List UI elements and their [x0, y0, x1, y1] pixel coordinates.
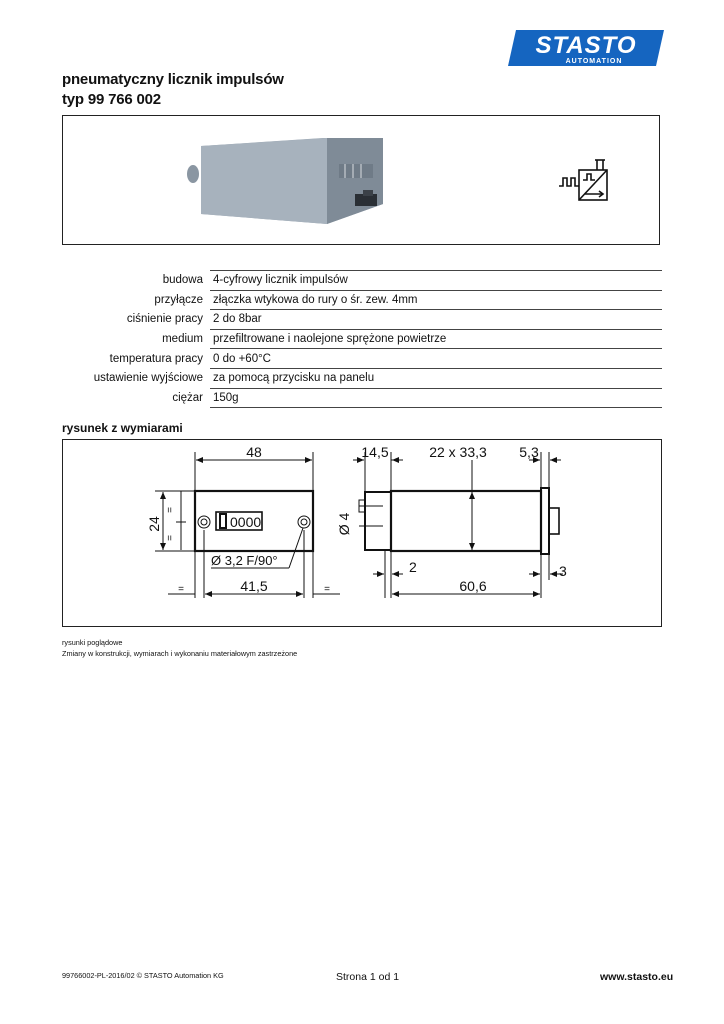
svg-text:Ø 4: Ø 4: [336, 512, 352, 536]
spec-value: 150g: [210, 388, 662, 408]
footer-page-number: Strona 1 od 1: [336, 971, 400, 983]
spec-value: 2 do 8bar: [210, 310, 662, 330]
svg-text:60,6: 60,6: [459, 578, 487, 594]
title-line1: pneumatyczny licznik impulsów: [62, 71, 284, 88]
svg-text:Ø 3,2 F/90°: Ø 3,2 F/90°: [211, 553, 278, 568]
dimension-drawing: [63, 440, 663, 628]
spec-label: medium: [162, 333, 203, 346]
spec-value: przefiltrowane i naolejone sprężone powietrze: [210, 329, 662, 349]
stasto-logo: [506, 26, 664, 66]
spec-value: 0 do +60°C: [210, 349, 662, 369]
section-title-dimensions: rysunek z wymiarami: [62, 421, 183, 435]
spec-label: budowa: [162, 274, 203, 287]
svg-text:24: 24: [146, 516, 162, 532]
svg-text:41,5: 41,5: [240, 578, 268, 594]
spec-row: [62, 310, 662, 330]
spec-row: [62, 388, 662, 408]
spec-label: przyłącze: [154, 293, 203, 306]
spec-row: [62, 271, 662, 291]
spec-row: [62, 290, 662, 310]
spec-label: temperatura pracy: [109, 352, 203, 365]
svg-text:2: 2: [409, 559, 417, 575]
spec-row: [62, 368, 662, 388]
footer-website-link[interactable]: www.stasto.eu: [600, 971, 674, 983]
counter-symbol-icon: [557, 158, 613, 210]
svg-text:0000: 0000: [230, 514, 262, 530]
product-image-box: [62, 115, 660, 245]
svg-text:AUTOMATION: AUTOMATION: [565, 58, 623, 65]
spec-value: 4-cyfrowy licznik impulsów: [210, 271, 662, 291]
svg-text:=: =: [165, 535, 176, 541]
svg-text:=: =: [324, 584, 330, 595]
spec-row: [62, 329, 662, 349]
spec-value: złączka wtykowa do rury o śr. zew. 4mm: [210, 290, 662, 310]
page-title: [62, 70, 284, 110]
svg-text:14,5: 14,5: [361, 444, 389, 460]
footer-doc-id: 99766002-PL-2016/02 © STASTO Automation KG: [62, 971, 224, 980]
spec-value: za pomocą przycisku na panelu: [210, 368, 662, 388]
spec-label: ciężar: [172, 391, 203, 404]
svg-text:22 x 33,3: 22 x 33,3: [429, 444, 487, 460]
svg-text:STASTO: STASTO: [535, 32, 637, 59]
svg-text:5,3: 5,3: [519, 444, 539, 460]
dimension-drawing-box: [62, 439, 662, 627]
spec-label: ustawienie wyjściowe: [93, 372, 203, 385]
svg-text:=: =: [165, 507, 176, 513]
spec-label: ciśnienie pracy: [126, 313, 203, 326]
title-line2: typ 99 766 002: [62, 91, 161, 108]
spec-table: [62, 270, 662, 408]
svg-text:48: 48: [246, 444, 262, 460]
note-drawings: rysunki poglądowe: [62, 638, 123, 647]
svg-text:=: =: [178, 584, 184, 595]
svg-text:3: 3: [559, 563, 567, 579]
spec-row: [62, 349, 662, 369]
note-changes: Zmiany w konstrukcji, wymiarach i wykonaniu materiałowym zastrzeżone: [62, 649, 298, 658]
